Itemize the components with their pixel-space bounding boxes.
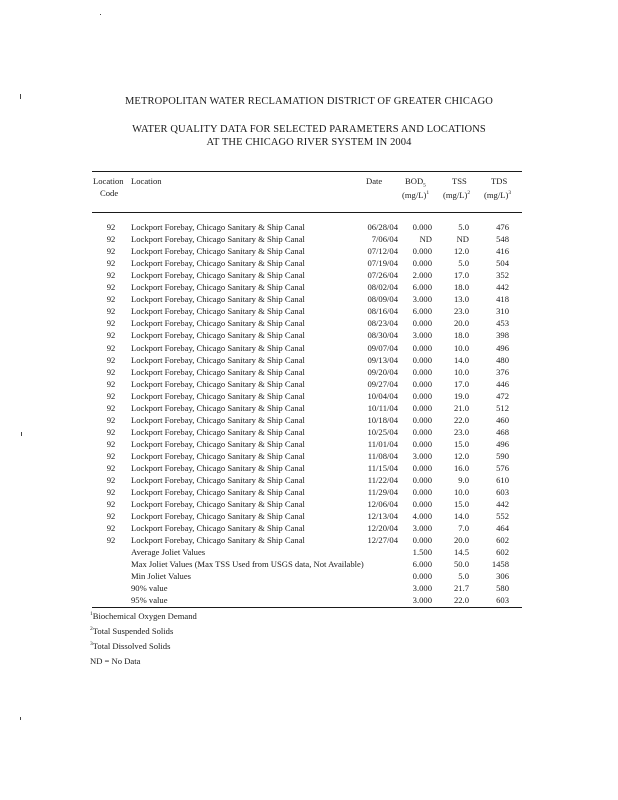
cell-location-code: 92	[106, 306, 116, 317]
summary-label: 95% value	[131, 595, 168, 606]
header-bod-label: BOD	[405, 176, 424, 186]
cell-location-code: 92	[106, 451, 116, 461]
cell-date: 07/12/04	[367, 246, 398, 257]
cell-location-code: 92	[106, 438, 116, 449]
header-tss: TSS	[452, 176, 467, 186]
cell-tds: 603	[496, 487, 509, 498]
cell-bod: 0.000	[412, 342, 432, 353]
cell-date: 12/27/04	[367, 535, 398, 546]
cell-bod: 0.000	[412, 499, 432, 510]
cell-bod: 2.000	[412, 270, 432, 281]
cell-tss: 17.0	[453, 270, 469, 281]
table-row	[0, 487, 618, 499]
cell-location: Lockport Forebay, Chicago Sanitary & Ship Canal	[131, 535, 305, 546]
cell-tds: 590	[496, 451, 509, 461]
cell-bod: 0.000	[412, 246, 432, 257]
header-top-rule	[92, 171, 522, 172]
cell-tss: 21.0	[453, 402, 469, 413]
cell-location-code: 92	[106, 294, 116, 305]
summary-tss: 21.7	[453, 583, 469, 594]
cell-tss: 22.0	[453, 414, 469, 425]
cell-date: 12/13/04	[367, 511, 398, 522]
table-row	[0, 258, 618, 270]
summary-tds: 603	[496, 595, 509, 606]
table-row	[0, 379, 618, 391]
cell-bod: 3.000	[412, 451, 432, 461]
cell-location: Lockport Forebay, Chicago Sanitary & Ship Canal	[131, 270, 305, 281]
cell-tds: 496	[496, 438, 509, 449]
cell-location-code: 92	[106, 222, 116, 232]
cell-bod: 0.000	[412, 318, 432, 329]
summary-label: Average Joliet Values	[131, 547, 206, 557]
summary-tds: 1458	[491, 559, 509, 569]
report-title-line-1: WATER QUALITY DATA FOR SELECTED PARAMETERS AND LOCATIONS	[132, 124, 486, 135]
cell-location: Lockport Forebay, Chicago Sanitary & Ship Canal	[131, 354, 305, 365]
cell-tds: 442	[496, 282, 509, 293]
cell-tds: 496	[496, 342, 509, 353]
cell-tds: 480	[496, 354, 509, 365]
cell-tds: 602	[496, 535, 509, 546]
table-row	[0, 318, 618, 330]
header-tss-unit-text: (mg/L)	[443, 190, 468, 200]
cell-location: Lockport Forebay, Chicago Sanitary & Ship Canal	[131, 475, 305, 486]
cell-location-code: 92	[106, 487, 116, 498]
footnote-nd: ND = No Data	[90, 656, 141, 666]
cell-bod: 0.000	[412, 354, 432, 365]
cell-date: 10/25/04	[367, 426, 398, 437]
cell-tds: 504	[496, 258, 509, 269]
cell-location-code: 92	[106, 366, 116, 377]
header-location-code-line-2: Code	[100, 188, 119, 198]
table-row	[0, 511, 618, 523]
cell-bod: 0.000	[412, 402, 432, 413]
summary-bod: 6.000	[412, 559, 432, 569]
cell-location: Lockport Forebay, Chicago Sanitary & Ship Canal	[131, 342, 305, 353]
cell-tds: 576	[496, 463, 509, 473]
cell-tss: 9.0	[458, 475, 469, 486]
cell-bod: 0.000	[412, 390, 432, 401]
footnote-bod-marker: 1	[90, 611, 93, 618]
table-row	[0, 355, 618, 367]
cell-bod: 0.000	[412, 414, 432, 425]
summary-tds: 306	[496, 571, 509, 582]
cell-tss: 16.0	[453, 463, 469, 473]
table-row	[0, 391, 618, 403]
cell-tss: 19.0	[453, 390, 469, 401]
cell-location: Lockport Forebay, Chicago Sanitary & Ship Canal	[131, 390, 305, 401]
footnote-tss	[90, 626, 173, 636]
footnote-tss-text: Total Suspended Solids	[92, 626, 174, 636]
cell-bod: 0.000	[412, 222, 432, 232]
cell-bod: 3.000	[412, 294, 432, 305]
table-bottom-rule	[92, 607, 522, 608]
cell-location: Lockport Forebay, Chicago Sanitary & Ship Canal	[131, 402, 305, 413]
table-row	[0, 330, 618, 342]
cell-location-code: 92	[106, 511, 116, 522]
header-bottom-rule	[92, 212, 522, 213]
table-row	[0, 367, 618, 379]
cell-tss: 20.0	[453, 535, 469, 546]
cell-date: 08/02/04	[367, 282, 398, 293]
cell-tds: 310	[496, 306, 509, 317]
cell-location-code: 92	[106, 463, 116, 473]
summary-tss: 50.0	[453, 559, 469, 569]
cell-date: 7/06/04	[371, 234, 398, 245]
cell-date: 08/09/04	[367, 294, 398, 305]
cell-location: Lockport Forebay, Chicago Sanitary & Ship Canal	[131, 426, 305, 437]
cell-location: Lockport Forebay, Chicago Sanitary & Ship Canal	[131, 222, 305, 232]
header-tss-unit	[443, 190, 470, 200]
cell-tds: 398	[496, 330, 509, 341]
header-date: Date	[366, 176, 383, 186]
table-row	[0, 427, 618, 439]
scan-speck	[20, 717, 21, 720]
cell-bod: 3.000	[412, 330, 432, 341]
cell-bod: 0.000	[412, 535, 432, 546]
cell-bod: 0.000	[412, 378, 432, 389]
header-tss-footnote-ref: 2	[467, 190, 471, 197]
summary-tss: 14.5	[453, 547, 469, 557]
cell-tss: 13.0	[453, 294, 469, 305]
cell-tds: 512	[496, 402, 509, 413]
cell-location-code: 92	[106, 475, 116, 486]
header-bod	[405, 176, 426, 189]
cell-location-code: 92	[106, 270, 116, 281]
cell-tds: 376	[496, 366, 509, 377]
cell-location-code: 92	[106, 402, 116, 413]
cell-tss: 15.0	[453, 438, 469, 449]
summary-tds: 580	[496, 583, 509, 594]
cell-bod: 3.000	[412, 523, 432, 534]
cell-bod: 0.000	[412, 487, 432, 498]
header-tds-unit	[484, 190, 511, 200]
cell-date: 08/23/04	[367, 318, 398, 329]
cell-bod: ND	[419, 234, 432, 245]
cell-location-code: 92	[106, 426, 116, 437]
cell-location-code: 92	[106, 330, 116, 341]
header-tds-unit-text: (mg/L)	[484, 190, 509, 200]
header-tds-footnote-ref: 3	[508, 190, 512, 197]
cell-location: Lockport Forebay, Chicago Sanitary & Ship Canal	[131, 463, 305, 473]
cell-date: 12/06/04	[367, 499, 398, 510]
cell-tss: 5.0	[458, 258, 469, 269]
cell-location-code: 92	[106, 535, 116, 546]
cell-location: Lockport Forebay, Chicago Sanitary & Ship Canal	[131, 258, 305, 269]
cell-location: Lockport Forebay, Chicago Sanitary & Ship Canal	[131, 366, 305, 377]
cell-location: Lockport Forebay, Chicago Sanitary & Ship Canal	[131, 234, 305, 245]
cell-tss: 20.0	[453, 318, 469, 329]
cell-tds: 548	[496, 234, 509, 245]
cell-date: 10/18/04	[367, 414, 398, 425]
table-row	[0, 535, 618, 547]
cell-tds: 446	[496, 378, 509, 389]
cell-tss: 23.0	[453, 426, 469, 437]
cell-date: 09/07/04	[367, 342, 398, 353]
cell-location: Lockport Forebay, Chicago Sanitary & Ship Canal	[131, 318, 305, 329]
cell-location: Lockport Forebay, Chicago Sanitary & Ship Canal	[131, 306, 305, 317]
cell-location: Lockport Forebay, Chicago Sanitary & Ship Canal	[131, 523, 305, 534]
cell-date: 10/04/04	[367, 390, 398, 401]
summary-bod: 1.500	[412, 547, 432, 557]
cell-bod: 0.000	[412, 475, 432, 486]
cell-date: 07/19/04	[367, 258, 398, 269]
summary-label: Min Joliet Values	[131, 571, 191, 582]
cell-date: 11/08/04	[367, 451, 398, 461]
summary-row	[0, 559, 618, 571]
header-bod-subscript: 5	[423, 182, 426, 189]
cell-location: Lockport Forebay, Chicago Sanitary & Ship Canal	[131, 330, 305, 341]
cell-bod: 0.000	[412, 258, 432, 269]
table-row	[0, 246, 618, 258]
summary-label: Max Joliet Values (Max TSS Used from USGS data, Not Available)	[131, 559, 364, 569]
table-row	[0, 306, 618, 318]
cell-tds: 468	[496, 426, 509, 437]
cell-location-code: 92	[106, 342, 116, 353]
cell-tss: 23.0	[453, 306, 469, 317]
cell-date: 08/16/04	[367, 306, 398, 317]
cell-location: Lockport Forebay, Chicago Sanitary & Ship Canal	[131, 499, 305, 510]
cell-date: 06/28/04	[367, 222, 398, 232]
cell-tss: 14.0	[453, 354, 469, 365]
cell-tss: 5.0	[458, 222, 469, 232]
cell-location-code: 92	[106, 234, 116, 245]
organization-title: METROPOLITAN WATER RECLAMATION DISTRICT OF GREATER CHICAGO	[125, 96, 493, 107]
cell-bod: 6.000	[412, 306, 432, 317]
report-title-line-2: AT THE CHICAGO RIVER SYSTEM IN 2004	[206, 137, 412, 148]
cell-tds: 476	[496, 222, 509, 232]
cell-location-code: 92	[106, 390, 116, 401]
cell-location: Lockport Forebay, Chicago Sanitary & Ship Canal	[131, 438, 305, 449]
cell-location: Lockport Forebay, Chicago Sanitary & Ship Canal	[131, 294, 305, 305]
cell-bod: 0.000	[412, 463, 432, 473]
cell-date: 11/01/04	[367, 438, 398, 449]
header-tds: TDS	[491, 176, 508, 186]
summary-tds: 602	[496, 547, 509, 557]
table-row	[0, 439, 618, 451]
cell-tss: 10.0	[453, 366, 469, 377]
cell-tss: 15.0	[453, 499, 469, 510]
summary-row	[0, 583, 618, 595]
cell-date: 12/20/04	[367, 523, 398, 534]
cell-bod: 4.000	[412, 511, 432, 522]
table-row	[0, 415, 618, 427]
summary-row	[0, 571, 618, 583]
table-row	[0, 343, 618, 355]
cell-location-code: 92	[106, 258, 116, 269]
cell-date: 09/27/04	[367, 378, 398, 389]
cell-tds: 464	[496, 523, 509, 534]
cell-tss: 14.0	[453, 511, 469, 522]
cell-location-code: 92	[106, 523, 116, 534]
cell-tds: 416	[496, 246, 509, 257]
scan-speck	[100, 14, 101, 15]
summary-bod: 3.000	[412, 583, 432, 594]
footnote-tds	[90, 641, 170, 651]
cell-tss: 10.0	[453, 342, 469, 353]
table-row	[0, 282, 618, 294]
cell-tss: 12.0	[453, 451, 469, 461]
table-row	[0, 499, 618, 511]
cell-location: Lockport Forebay, Chicago Sanitary & Ship Canal	[131, 378, 305, 389]
cell-tds: 472	[496, 390, 509, 401]
table-row	[0, 463, 618, 475]
cell-tss: ND	[456, 234, 469, 245]
summary-bod: 0.000	[412, 571, 432, 582]
cell-location-code: 92	[106, 246, 116, 257]
table-row	[0, 222, 618, 234]
header-bod-footnote-ref: 1	[426, 190, 430, 197]
cell-date: 08/30/04	[367, 330, 398, 341]
cell-location: Lockport Forebay, Chicago Sanitary & Ship Canal	[131, 511, 305, 522]
cell-tss: 18.0	[453, 330, 469, 341]
cell-location-code: 92	[106, 414, 116, 425]
cell-bod: 6.000	[412, 282, 432, 293]
cell-location-code: 92	[106, 354, 116, 365]
header-location: Location	[131, 176, 162, 186]
cell-tss: 17.0	[453, 378, 469, 389]
cell-tss: 10.0	[453, 487, 469, 498]
cell-date: 09/20/04	[367, 366, 398, 377]
cell-location-code: 92	[106, 499, 116, 510]
table-row	[0, 523, 618, 535]
cell-tss: 12.0	[453, 246, 469, 257]
cell-bod: 0.000	[412, 366, 432, 377]
cell-tds: 460	[496, 414, 509, 425]
cell-location: Lockport Forebay, Chicago Sanitary & Ship Canal	[131, 487, 305, 498]
cell-tds: 610	[496, 475, 509, 486]
footnote-tds-marker: 3	[90, 641, 93, 648]
cell-tss: 7.0	[458, 523, 469, 534]
cell-tds: 418	[496, 294, 509, 305]
table-row	[0, 294, 618, 306]
summary-bod: 3.000	[412, 595, 432, 606]
summary-label: 90% value	[131, 583, 168, 594]
table-row	[0, 270, 618, 282]
cell-bod: 0.000	[412, 438, 432, 449]
cell-tds: 453	[496, 318, 509, 329]
cell-location-code: 92	[106, 318, 116, 329]
cell-location: Lockport Forebay, Chicago Sanitary & Ship Canal	[131, 282, 305, 293]
summary-tss: 22.0	[453, 595, 469, 606]
footnote-bod-text: Biochemical Oxygen Demand	[92, 611, 197, 621]
table-row	[0, 403, 618, 415]
header-location-code-line-1: Location	[93, 176, 124, 186]
summary-row	[0, 595, 618, 607]
footnote-tss-marker: 2	[90, 626, 93, 633]
table-row	[0, 234, 618, 246]
cell-location-code: 92	[106, 378, 116, 389]
cell-date: 09/13/04	[367, 354, 398, 365]
summary-row	[0, 547, 618, 559]
table-row	[0, 451, 618, 463]
cell-date: 11/15/04	[367, 463, 398, 473]
cell-date: 11/22/04	[367, 475, 398, 486]
cell-tds: 552	[496, 511, 509, 522]
cell-location: Lockport Forebay, Chicago Sanitary & Ship Canal	[131, 451, 305, 461]
cell-tss: 18.0	[453, 282, 469, 293]
header-bod-unit	[402, 190, 429, 200]
cell-tds: 442	[496, 499, 509, 510]
cell-bod: 0.000	[412, 426, 432, 437]
cell-location: Lockport Forebay, Chicago Sanitary & Ship Canal	[131, 414, 305, 425]
table-row	[0, 475, 618, 487]
footnote-bod	[90, 611, 197, 621]
footnote-tds-text: Total Dissolved Solids	[92, 641, 171, 651]
summary-tss: 5.0	[458, 571, 469, 582]
header-bod-unit-text: (mg/L)	[402, 190, 427, 200]
cell-date: 10/11/04	[367, 402, 398, 413]
cell-date: 11/29/04	[367, 487, 398, 498]
cell-date: 07/26/04	[367, 270, 398, 281]
cell-location-code: 92	[106, 282, 116, 293]
cell-tds: 352	[496, 270, 509, 281]
cell-location: Lockport Forebay, Chicago Sanitary & Ship Canal	[131, 246, 305, 257]
